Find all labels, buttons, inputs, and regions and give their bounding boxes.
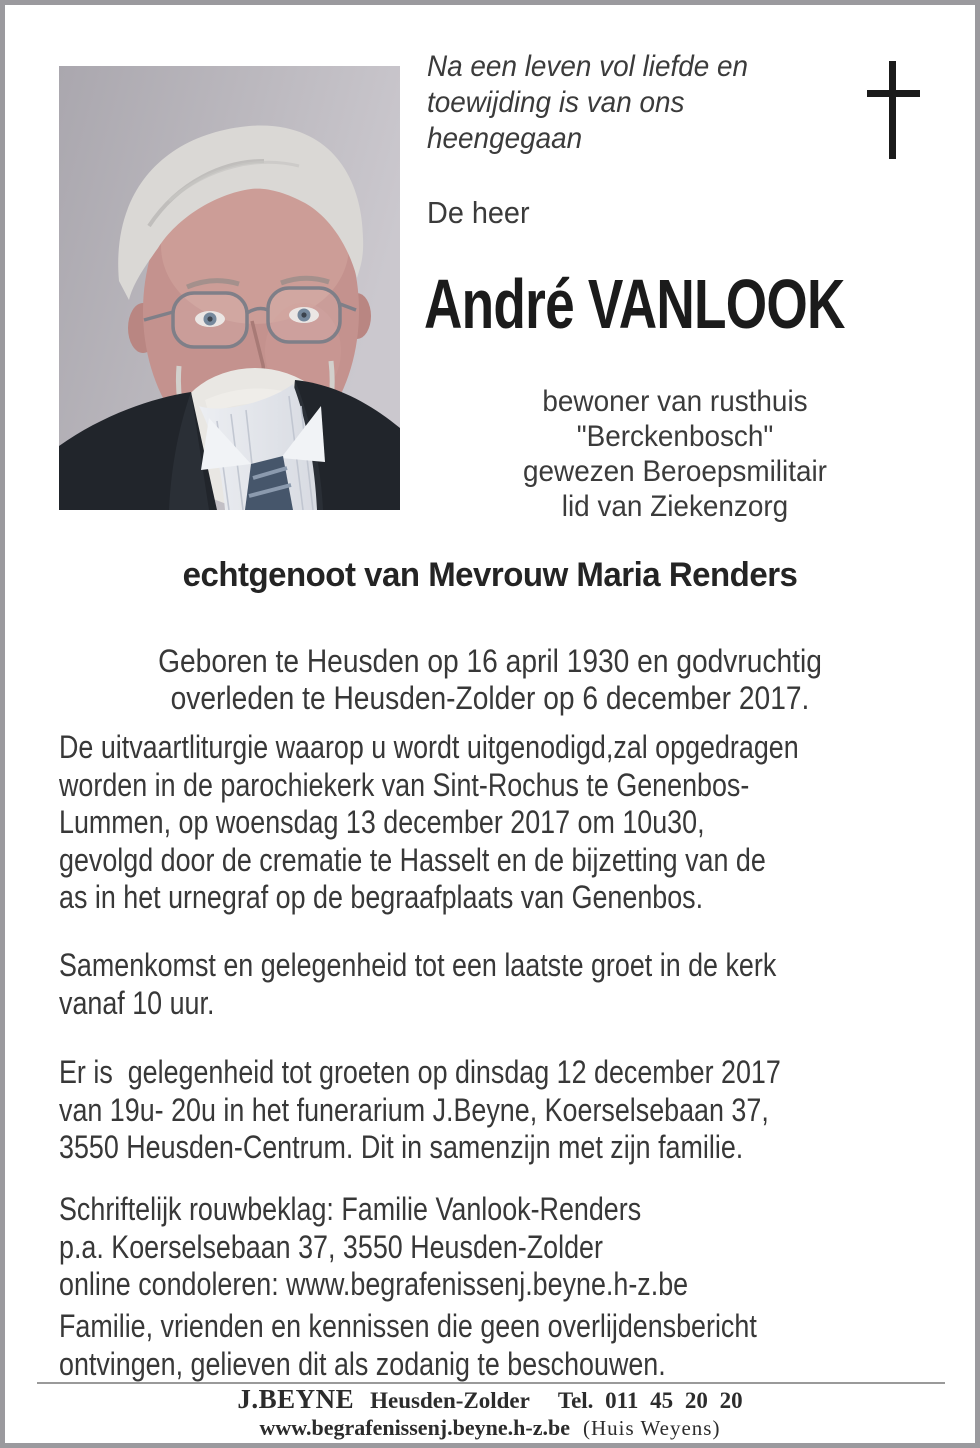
text-line: toewijding is van ons [427,86,685,119]
text-line: gewezen Beroepsmilitair [523,455,827,488]
text-line: heengegaan [427,122,583,155]
text-line: ontvingen, gelieven dit als zodanig te beschouwen. [59,1345,666,1382]
footer-line-1 [5,1386,975,1417]
paragraph-visitation [59,1054,820,1167]
text-line: gevolgd door de crematie te Hasselt en de bijzetting van de [59,841,766,878]
text-line: p.a. Koerselsebaan 37, 3550 Heusden-Zolder [59,1228,603,1265]
footer-line-2 [5,1417,975,1442]
footer [5,1386,975,1442]
text-line: online condoleren: www.begrafenissenj.beyne.h-z.be [59,1266,689,1302]
funeral-home-website: www.begrafenissenj.beyne.h-z.be [259,1415,570,1440]
salutation: De heer [427,195,530,230]
text-line: De uitvaartliturgie waarop u wordt uitgenodigd,zal opgedragen [59,729,799,765]
text-line: as in het urnegraf op de begraafplaats van Genenbos. [59,879,704,915]
funeral-home-name: J.BEYNE [237,1384,355,1414]
elderly-man-portrait-illustration [59,66,400,510]
portrait-photo [59,66,400,510]
text-line: Schriftelijk rouwbeklag: Familie Vanlook-Renders [59,1191,642,1227]
text-line: worden in de parochiekerk van Sint-Rochus te Genenbos- [59,766,750,803]
deceased-name: André VANLOOK [424,265,845,343]
text-line: Familie, vrienden en kennissen die geen overlijdensbericht [59,1308,757,1344]
text-line: lid van Ziekenzorg [561,490,789,523]
text-line: overleden te Heusden-Zolder op 6 december 2017. [170,680,810,716]
text-line: Geboren te Heusden op 16 april 1930 en godvruchtig [158,643,822,679]
cross-icon [861,57,925,163]
footer-divider [37,1382,945,1384]
paragraph-gathering [59,947,820,1022]
text-line: bewoner van rusthuis [542,385,808,418]
text-line: Lummen, op woensdag 13 december 2017 om 10u30, [59,804,705,840]
text-line: Samenkomst en gelegenheid tot een laatste groet in de kerk [59,947,777,983]
text-line: vanaf 10 uur. [59,984,215,1021]
funeral-home-house-note: (Huis Weyens) [582,1416,721,1440]
paragraph-condolences [59,1191,820,1304]
funeral-home-phone: Tel. 011 45 20 20 [557,1388,743,1413]
text-line: van 19u- 20u in het funerarium J.Beyne, Koerselsebaan 37, [59,1091,769,1128]
paragraph-funeral-liturgy [59,729,820,917]
funeral-home-location: Heusden-Zolder [370,1388,530,1413]
text-line: 3550 Heusden-Centrum. Dit in samenzijn met zijn familie. [59,1129,744,1165]
text-line: "Berckenbosch" [576,420,774,453]
residence-lines [415,384,936,524]
epitaph-text [427,49,748,157]
birth-death-lines [63,643,917,717]
text-line: Er is gelegenheid tot groeten op dinsdag 12 december 2017 [59,1054,781,1090]
spouse-line: echtgenoot van Mevrouw Maria Renders [182,556,798,594]
text-line: Na een leven vol liefde en [427,50,749,83]
paragraph-notice [59,1308,820,1383]
